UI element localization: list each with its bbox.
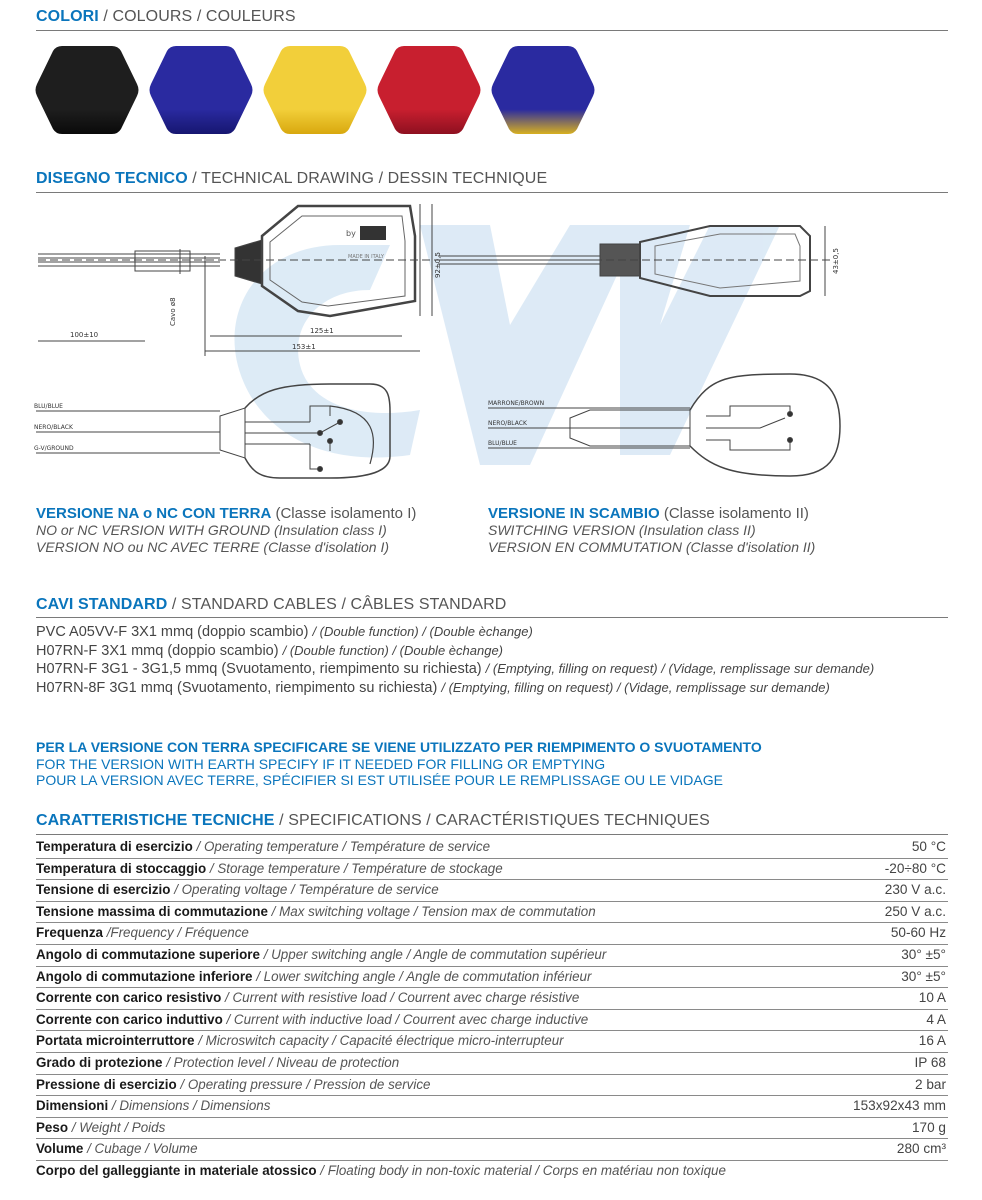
spec-row [36,880,948,902]
spec-translation: / Operating temperature / Température de service [196,839,491,854]
dim-92: 92±0,5 [434,252,442,278]
spec-value: 10 A [918,990,946,1006]
spec-label: Grado di protezione [36,1054,163,1070]
spec-translation: / Upper switching angle / Angle de commutation supérieur [263,946,607,962]
colour-swatches [34,44,604,136]
spec-translation: / Current with resistive load / Courrent avec charge résistive [225,990,580,1006]
wire-right-3: BLU/BLUE [488,440,517,447]
spec-row [36,1075,948,1097]
float-side-view-left [38,204,450,356]
cable-label: Cavo ø8 [169,297,177,326]
technical-drawing [30,196,950,496]
colour-swatch-yellow [262,44,368,136]
version-switching [488,505,815,556]
spec-row [36,837,948,859]
dim-100: 100±10 [70,331,99,339]
specs-title: CARATTERISTICHE TECNICHE / SPECIFICATIONS / CARACTÉRISTIQUES TECHNIQUES [36,812,710,829]
spec-translation: / Max switching voltage / Tension max de commutation [271,903,596,919]
version-ground-en: NO or NC VERSION WITH GROUND (Insulation class I) [36,522,387,538]
colours-rule [36,30,948,31]
spec-row [36,859,948,881]
dim-153: 153±1 [292,343,316,351]
note-it: PER LA VERSIONE CON TERRA SPECIFICARE SE VIENE UTILIZZATO PER RIEMPIMENTO O SVUOTAMENTO [36,739,762,755]
cable-spec: H07RN-F 3X1 mmq (doppio scambio) [36,642,279,659]
colour-swatch-black [34,44,140,136]
spec-translation: / Microswitch capacity / Capacité électrique micro-interrupteur [198,1033,564,1049]
spec-translation: / Operating pressure / Pression de service [180,1076,431,1092]
spec-translation: / Protection level / Niveau de protection [166,1054,400,1070]
spec-translation: / Dimensions / Dimensions [111,1098,271,1114]
cables-list [36,623,966,697]
spec-value: 50 °C [911,839,946,854]
spec-value: 170 g [911,1119,946,1135]
spec-translation: / Cubage / Volume [87,1141,198,1157]
version-switching-en: SWITCHING VERSION (Insulation class II) [488,522,756,538]
spec-value: 30° ±5° [901,946,946,962]
made-in-label: MADE IN ITALY [348,254,384,260]
cable-translation: / (Emptying, filling on request) / (Vidage, remplissage sur demande) [485,661,875,676]
version-switching-heading: VERSIONE IN SCAMBIO [488,505,660,522]
colour-swatch-red [376,44,482,136]
cable-row [36,660,966,679]
cables-title: CAVI STANDARD / STANDARD CABLES / CÂBLES STANDARD [36,596,507,613]
spec-translation: / Operating voltage / Température de service [174,882,439,898]
cable-translation: / (Emptying, filling on request) / (Vidage, remplissage sur demande) [441,679,830,695]
drawing-rule [36,192,948,193]
spec-translation: /Frequency / Fréquence [106,925,249,941]
spec-row [36,902,948,924]
spec-value: 16 A [918,1033,946,1049]
spec-row [36,1053,948,1075]
spec-row [36,1139,948,1161]
cable-row [36,642,966,661]
version-ground-fr: VERSION NO ou NC AVEC TERRE (Classe d'isolation I) [36,539,390,555]
spec-value: -20÷80 °C [884,860,946,876]
version-switching-class: (Classe isolamento II) [663,505,809,522]
spec-value: 2 bar [915,1076,946,1092]
version-switching-fr: VERSION EN COMMUTATION (Classe d'isolation II) [488,539,816,555]
spec-label: Portata microinterruttore [36,1033,195,1049]
ground-version-note [36,739,948,789]
spec-translation: / Weight / Poids [71,1119,166,1135]
spec-row [36,1118,948,1140]
spec-translation: / Lower switching angle / Angle de commutation inférieur [256,968,592,984]
colour-swatch-blue-yellow [490,44,596,136]
wire-left-3: G-V/GROUND [34,445,74,452]
spec-translation: / Storage temperature / Température de stockage [209,860,503,876]
cable-row [36,679,966,698]
version-ground-class: (Classe isolamento I) [275,505,417,522]
spec-label: Corrente con carico resistivo [36,990,222,1006]
dim-43: 43±0,5 [832,248,840,274]
cable-spec: H07RN-F 3G1 - 3G1,5 mmq (Svuotamento, riempimento su richiesta) [36,661,482,677]
spec-value: 153x92x43 mm [853,1098,946,1114]
wire-right-1: MARRONE/BROWN [488,400,545,407]
spec-label: Frequenza [36,925,103,941]
drawing-title: DISEGNO TECNICO / TECHNICAL DRAWING / DESSIN TECHNIQUE [36,170,548,187]
wire-left-2: NERO/BLACK [34,424,73,431]
spec-value: 30° ±5° [901,968,946,984]
cables-rule [36,617,948,618]
cable-spec: PVC A05VV-F 3X1 mmq (doppio scambio) [36,624,309,640]
spec-value: 230 V a.c. [884,882,946,898]
spec-row [36,1161,948,1183]
spec-label: Temperatura di stoccaggio [36,860,207,876]
specs-rule [36,834,948,835]
colour-swatch-blue [148,44,254,136]
cable-translation: / (Double function) / (Double èchange) [282,642,503,658]
wiring-diagram-switching [488,374,840,476]
spec-label: Tensione di esercizio [36,882,171,898]
spec-row [36,923,948,945]
spec-row [36,1010,948,1032]
cable-spec: H07RN-8F 3G1 mmq (Svuotamento, riempimento su richiesta) [36,679,438,696]
colours-title: COLORI / COLOURS / COULEURS [36,8,296,25]
spec-label: Peso [36,1119,69,1135]
dim-125: 125±1 [310,327,334,335]
by-label: by [346,229,356,238]
spec-label: Tensione massima di commutazione [36,903,268,919]
spec-row [36,967,948,989]
spec-value: IP 68 [914,1054,946,1070]
spec-label: Temperatura di esercizio [36,839,193,854]
spec-row [36,945,948,967]
spec-value: 280 cm³ [896,1141,946,1157]
version-ground-heading: VERSIONE NA o NC CON TERRA [36,505,272,522]
float-top-view-right [438,226,830,296]
note-fr: POUR LA VERSION AVEC TERRE, SPÉCIFIER SI EST UTILISÉE POUR LE REMPLISSAGE OU LE VIDAGE [36,772,723,788]
wire-right-2: NERO/BLACK [488,420,527,427]
note-en: FOR THE VERSION WITH EARTH SPECIFY IF IT NEEDED FOR FILLING OR EMPTYING [36,755,606,772]
spec-row [36,1031,948,1053]
spec-label: Corpo del galleggiante in materiale atossico [36,1162,317,1178]
spec-row [36,1096,948,1118]
wiring-diagram-ground [36,384,390,478]
spec-translation: / Current with inductive load / Courrent avec charge inductive [226,1011,589,1027]
wire-left-1: BLU/BLUE [34,403,63,410]
spec-label: Angolo di commutazione superiore [36,946,260,962]
version-ground [36,505,416,556]
cable-row [36,623,966,642]
spec-translation: / Floating body in non-toxic material / Corps en matériau non toxique [320,1162,726,1178]
spec-label: Angolo di commutazione inferiore [36,968,253,984]
specs-table [36,837,948,1183]
spec-label: Dimensioni [36,1098,109,1114]
spec-value: 4 A [926,1011,946,1027]
cable-translation: / (Double function) / (Double èchange) [312,624,533,639]
spec-row [36,988,948,1010]
spec-label: Volume [36,1141,84,1157]
spec-value: 50-60 Hz [890,925,946,941]
spec-label: Corrente con carico induttivo [36,1011,223,1027]
spec-value: 250 V a.c. [884,903,946,919]
spec-label: Pressione di esercizio [36,1076,177,1092]
